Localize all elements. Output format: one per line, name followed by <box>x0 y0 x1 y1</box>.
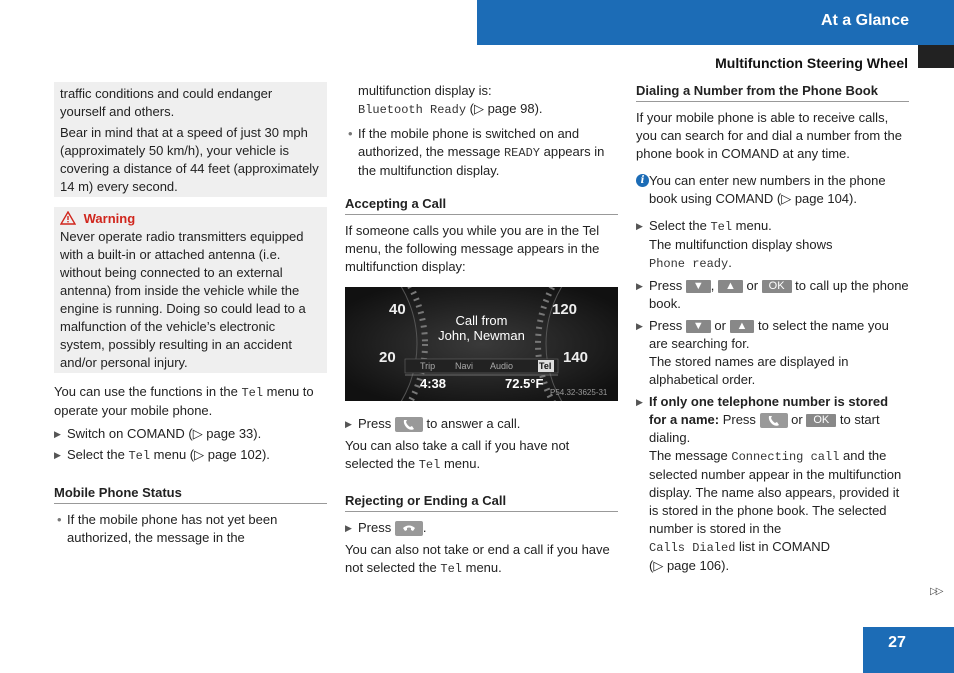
tick-120: 120 <box>552 301 578 318</box>
step-switch-on: ▶ Switch on COMAND (▷ page 33). <box>54 426 262 441</box>
step-call-up-phone-book: ▶ Press ▼ , ▲ or OK to call up the phone book. <box>636 278 909 311</box>
step-start-dialing: ▶ If only one telephone number is stored for a name: Press or OK to start dialing. The message Connecting call and the selected number appear in the multifunction display. The name also appears, provided it is stored in the phone book. The selected number is stored in the Calls Dialed list in COMAND (▷ page 106). <box>636 394 902 573</box>
step-arrow-icon: ▶ <box>636 221 643 231</box>
subsection-title: Multifunction Steering Wheel <box>715 55 908 71</box>
menu-navi: Navi <box>455 361 474 371</box>
warning-continued-text: traffic conditions and could endanger yourself and others. <box>60 86 273 119</box>
ok-key-icon: OK <box>762 280 792 293</box>
status-bluetooth-ready: Bluetooth Ready (▷ page 98). <box>358 101 543 117</box>
continued-arrow-icon: ▷▷ <box>930 586 942 597</box>
tick-20: 20 <box>379 349 396 366</box>
instrument-cluster-display <box>345 287 618 401</box>
heading-mobile-phone-status: Mobile Phone Status <box>54 484 327 504</box>
info-icon: i <box>636 174 649 187</box>
menu-audio: Audio <box>490 361 514 371</box>
step-answer-call: ▶ Press to answer a call. <box>345 416 521 431</box>
step-select-tel-menu: ▶ Select the Tel menu. The multifunction display shows Phone ready. <box>636 218 833 271</box>
column-middle-lower <box>345 415 618 578</box>
column-left <box>54 82 327 547</box>
column-right <box>636 82 909 575</box>
phone-answer-button-icon <box>395 417 423 432</box>
menu-tel: Tel <box>539 361 552 371</box>
call-from-line: Call from <box>455 313 508 328</box>
reject-note: You can also not take or end a call if you have not selected the Tel menu. <box>345 542 610 576</box>
caller-name: John, Newman <box>438 328 525 343</box>
step-reject-call: ▶ Press . <box>345 520 427 535</box>
warning-text: Never operate radio transmitters equipped with a built-in or attached antenna (i.e. without being connected to an external antenna) from inside the vehicle while the engine is running. Doing so could lead to a malfunction of the vehicle’s electronic system, possibly resulting in an accident and/or personal injury. <box>60 229 306 370</box>
step-arrow-icon: ▶ <box>54 429 61 439</box>
ok-key-icon: OK <box>806 414 836 427</box>
down-key-icon: ▼ <box>686 320 711 333</box>
phone-answer-button-icon <box>760 413 788 428</box>
continued-warning-box <box>54 82 327 197</box>
step-select-name: ▶ Press ▼ or ▲ to select the name you are searching for. The stored names are displayed in alphabetical order. <box>636 318 889 387</box>
warning-speed-text: Bear in mind that at a speed of just 30 mph (approximately 50 km/h), your vehicle is covering a distance of 44 feet (approximately 14 m) every second. <box>60 125 319 194</box>
clock: 4:38 <box>420 376 447 391</box>
column-middle <box>345 82 618 276</box>
tick-40: 40 <box>389 301 406 318</box>
bullet-authorized: • If the mobile phone is switched on and authorized, the message READY appears in the multifunction display. <box>348 126 605 178</box>
thumb-tab <box>918 45 954 68</box>
heading-rejecting-call: Rejecting or Ending a Call <box>345 492 618 512</box>
accept-note: You can also take a call if you have not selected the Tel menu. <box>345 438 570 472</box>
status-continued: multifunction display is: <box>358 83 492 98</box>
temperature: 72.5°F <box>505 376 544 391</box>
page-number: 27 <box>888 634 906 651</box>
step-arrow-icon: ▶ <box>636 281 643 291</box>
heading-dialing-phone-book: Dialing a Number from the Phone Book <box>636 82 909 102</box>
down-key-icon: ▼ <box>686 280 711 293</box>
dialing-intro: If your mobile phone is able to receive calls, you can search for and dial a number from the phone book in COMAND at any time. <box>636 110 902 161</box>
step-arrow-icon: ▶ <box>636 397 643 407</box>
warning-box <box>54 207 327 373</box>
step-arrow-icon: ▶ <box>345 419 352 429</box>
intro-paragraph: You can use the functions in the Tel menu to operate your mobile phone. <box>54 384 314 418</box>
warning-label: Warning <box>83 211 136 226</box>
warning-icon <box>60 211 84 226</box>
info-note: i You can enter new numbers in the phone book using COMAND (▷ page 104). <box>636 172 909 208</box>
step-select-tel: ▶ Select the Tel menu (▷ page 102). <box>54 447 270 463</box>
step-arrow-icon: ▶ <box>54 450 61 460</box>
tick-140: 140 <box>563 349 589 366</box>
section-title: At a Glance <box>820 12 909 29</box>
step-arrow-icon: ▶ <box>345 523 352 533</box>
accept-text: If someone calls you while you are in the Tel menu, the following message appears in the multifunction display: <box>345 223 600 274</box>
up-key-icon: ▲ <box>718 280 743 293</box>
heading-accepting-call: Accepting a Call <box>345 195 618 215</box>
menu-trip: Trip <box>420 361 436 371</box>
image-code: P54.32-3625-31 <box>550 388 608 397</box>
up-key-icon: ▲ <box>730 320 755 333</box>
bullet-not-authorized: • If the mobile phone has not yet been authorized, the message in the <box>57 512 278 545</box>
phone-hangup-button-icon <box>395 521 423 536</box>
step-arrow-icon: ▶ <box>636 321 643 331</box>
